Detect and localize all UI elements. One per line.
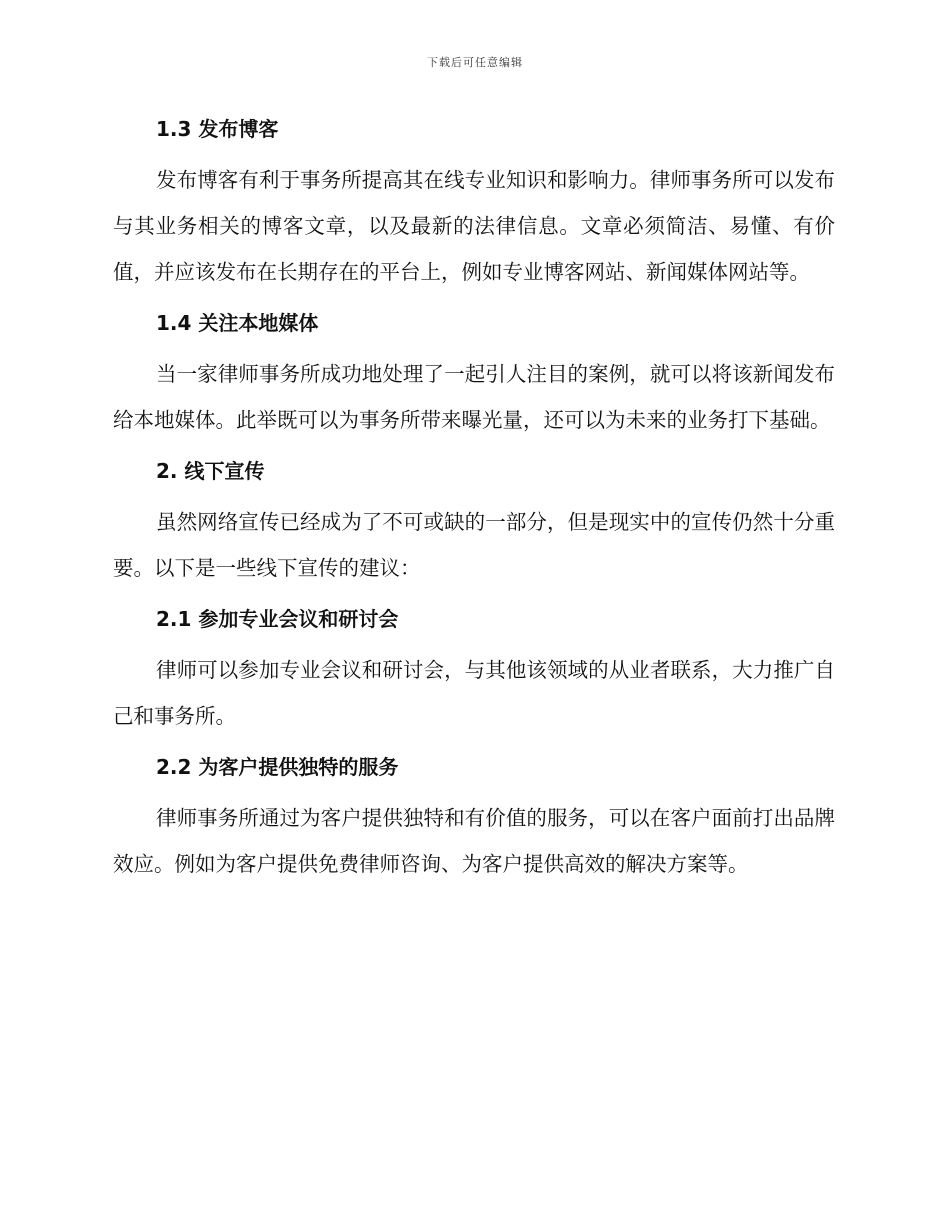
- document-body: [113, 112, 835, 887]
- section-paragraph: 发布博客有利于事务所提高其在线专业知识和影响力。律师事务所可以发布与其业务相关的博客文章，以及最新的法律信息。文章必须简洁、易懂、有价值，并应该发布在长期存在的平台上，例如专业博客网站、新闻媒体网站等。: [113, 168, 835, 284]
- section-heading: 2.1 参加专业会议和研讨会: [156, 607, 399, 631]
- section-paragraph: 律师事务所通过为客户提供独特和有价值的服务，可以在客户面前打出品牌效应。例如为客户提供免费律师咨询、为客户提供高效的解决方案等。: [113, 806, 835, 876]
- section-heading: 1.3 发布博客: [156, 117, 279, 141]
- section-paragraph: 虽然网络宣传已经成为了不可或缺的一部分，但是现实中的宣传仍然十分重要。以下是一些线下宣传的建议：: [113, 510, 835, 580]
- section-heading: 2. 线下宣传: [156, 459, 265, 483]
- section-paragraph: 律师可以参加专业会议和研讨会，与其他该领域的从业者联系，大力推广自己和事务所。: [113, 658, 835, 728]
- section-heading: 2.2 为客户提供独特的服务: [156, 755, 399, 779]
- header-note: 下载后可任意编辑: [427, 56, 523, 69]
- section-paragraph: 当一家律师事务所成功地处理了一起引人注目的案例，就可以将该新闻发布给本地媒体。此举既可以为事务所带来曝光量，还可以为未来的业务打下基础。: [113, 362, 835, 432]
- section-heading: 1.4 关注本地媒体: [156, 311, 319, 335]
